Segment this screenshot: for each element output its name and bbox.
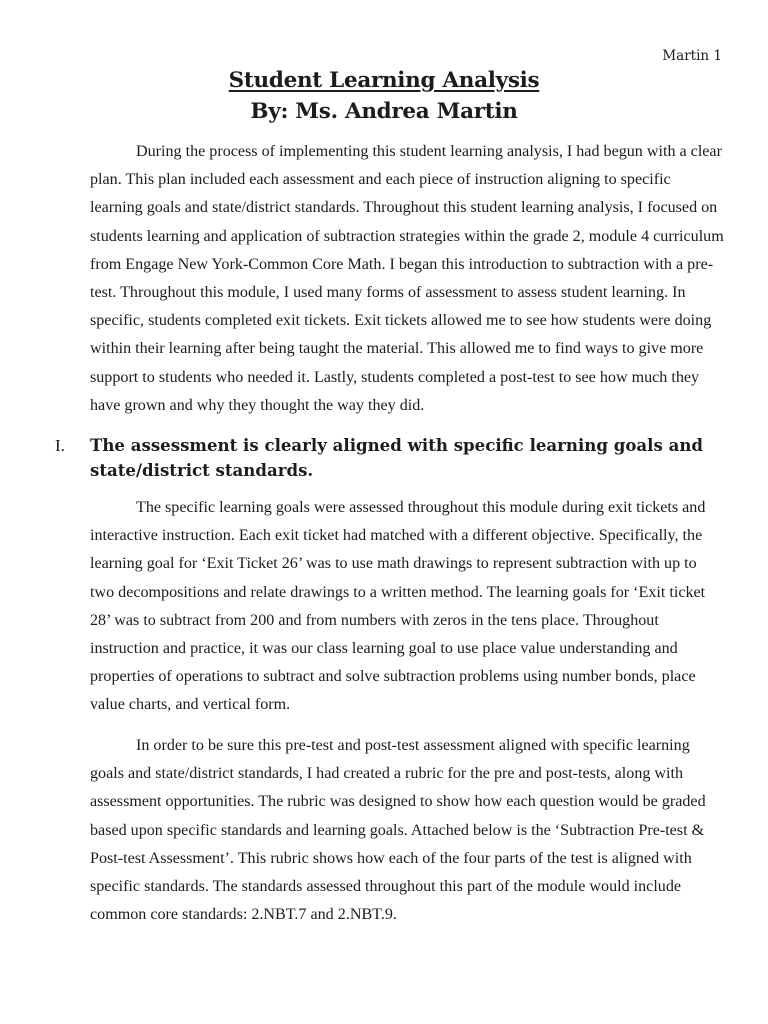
section-number: I. [55, 436, 65, 455]
paragraph-introduction: During the process of implementing this student learning analysis, I had begun with a clear plan. This plan included each assessment and each piece of instruction aligning to specific learning goals and state/district standards. Throughout this student learning analysis, I focused on students learning and application of subtraction strategies within the grade 2, module 4 curriculum from Engage New York-Common Core Math. I began this introduction to subtraction with a pre-test. Throughout this module, I used many forms of assessment to assess student learning. In specific, students completed exit tickets. Exit tickets allowed me to see how students were doing within their learning after being taught the material. This allowed me to find ways to give more support to students who needed it. Lastly, students completed a post-test to see how much they have grown and why they thought the way they did. [90, 143, 724, 414]
document-title: Student Learning Analysis [228, 68, 540, 93]
section-heading [55, 433, 735, 483]
section-heading-text: The assessment is clearly aligned with specific learning goals and state/district standards. [90, 435, 703, 480]
paragraph-rubric: In order to be sure this pre-test and post-test assessment aligned with specific learning goals and state/district standards, I had created a rubric for the pre and post-tests, along with assessment opportunities. The rubric was designed to show how each question would be graded based upon specific standards and learning goals. Attached below is the ‘Subtraction Pre-test & Post-test Assessment’. This rubric shows how each of the four parts of the test is aligned with specific standards. The standards assessed throughout this part of the module would include common core standards: 2.NBT.7 and 2.NBT.9. [90, 737, 706, 924]
document-author: By: Ms. Andrea Martin [250, 99, 518, 124]
running-header: Martin 1 [662, 48, 722, 64]
paragraph-learning-goals: The specific learning goals were assessed throughout this module during exit tickets and interactive instruction. Each exit ticket had matched with a different objective. Specifically, the learning goal for ‘Exit Ticket 26’ was to use math drawings to represent subtraction with up to two decompositions and relate drawings to a written method. The learning goals for ‘Exit ticket 28’ was to subtract from 200 and from numbers with zeros in the tens place. Throughout instruction and practice, it was our class learning goal to use place value understanding and properties of operations to subtract and solve subtraction problems using number bonds, place value charts, and vertical form. [90, 499, 706, 714]
